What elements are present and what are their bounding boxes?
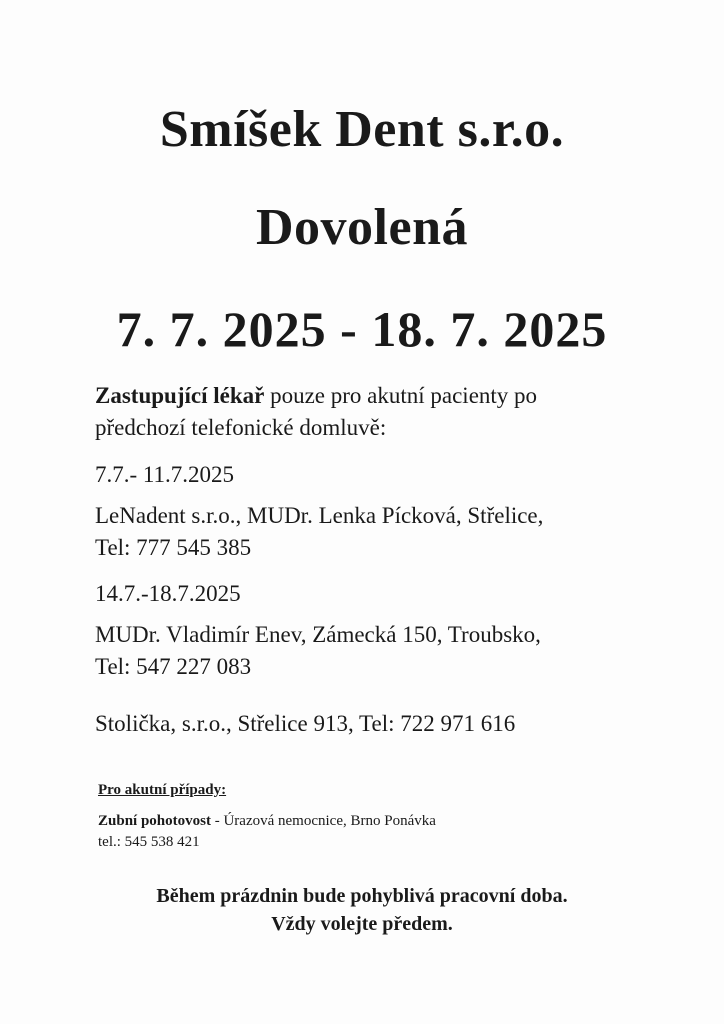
footer-line-1: Během prázdnin bude pohyblivá pracovní doba. bbox=[156, 885, 568, 907]
substitute-intro bbox=[95, 380, 537, 444]
period-1-phone: Tel: 777 545 385 bbox=[95, 535, 252, 560]
vacation-dates: 7. 7. 2025 - 18. 7. 2025 bbox=[116, 301, 608, 357]
substitute-intro-line2: předchozí telefonické domluvě: bbox=[95, 415, 387, 440]
period-2-dates: 14.7.-18.7.2025 bbox=[95, 581, 241, 606]
emergency-service-rest: - Úrazová nemocnice, Brno Ponávka bbox=[210, 813, 436, 829]
emergency-service bbox=[98, 811, 436, 832]
period-2-doctor bbox=[95, 619, 541, 683]
substitute-intro-bold: Zastupující lékař bbox=[95, 383, 265, 408]
period-1-doctor-line1: LeNadent s.r.o., MUDr. Lenka Pícková, Střelice, bbox=[95, 503, 544, 528]
company-name: Smíšek Dent s.r.o. bbox=[159, 101, 565, 158]
substitute-intro-rest: pouze pro akutní pacienty po bbox=[264, 383, 538, 408]
extra-contact: Stolička, s.r.o., Střelice 913, Tel: 722 971 616 bbox=[95, 711, 516, 736]
period-2-doctor-line1: MUDr. Vladimír Enev, Zámecká 150, Troubsko, bbox=[95, 622, 541, 647]
notice-heading: Dovolená bbox=[256, 199, 468, 256]
period-1-doctor bbox=[95, 500, 543, 564]
footer-line-2: Vždy volejte předem. bbox=[271, 913, 453, 935]
emergency-service-bold: Zubní pohotovost bbox=[98, 813, 211, 829]
period-1-dates: 7.7.- 11.7.2025 bbox=[95, 462, 235, 487]
emergency-phone: tel.: 545 538 421 bbox=[98, 834, 200, 850]
period-2-phone: Tel: 547 227 083 bbox=[95, 654, 252, 679]
emergency-heading: Pro akutní případy: bbox=[98, 782, 227, 798]
